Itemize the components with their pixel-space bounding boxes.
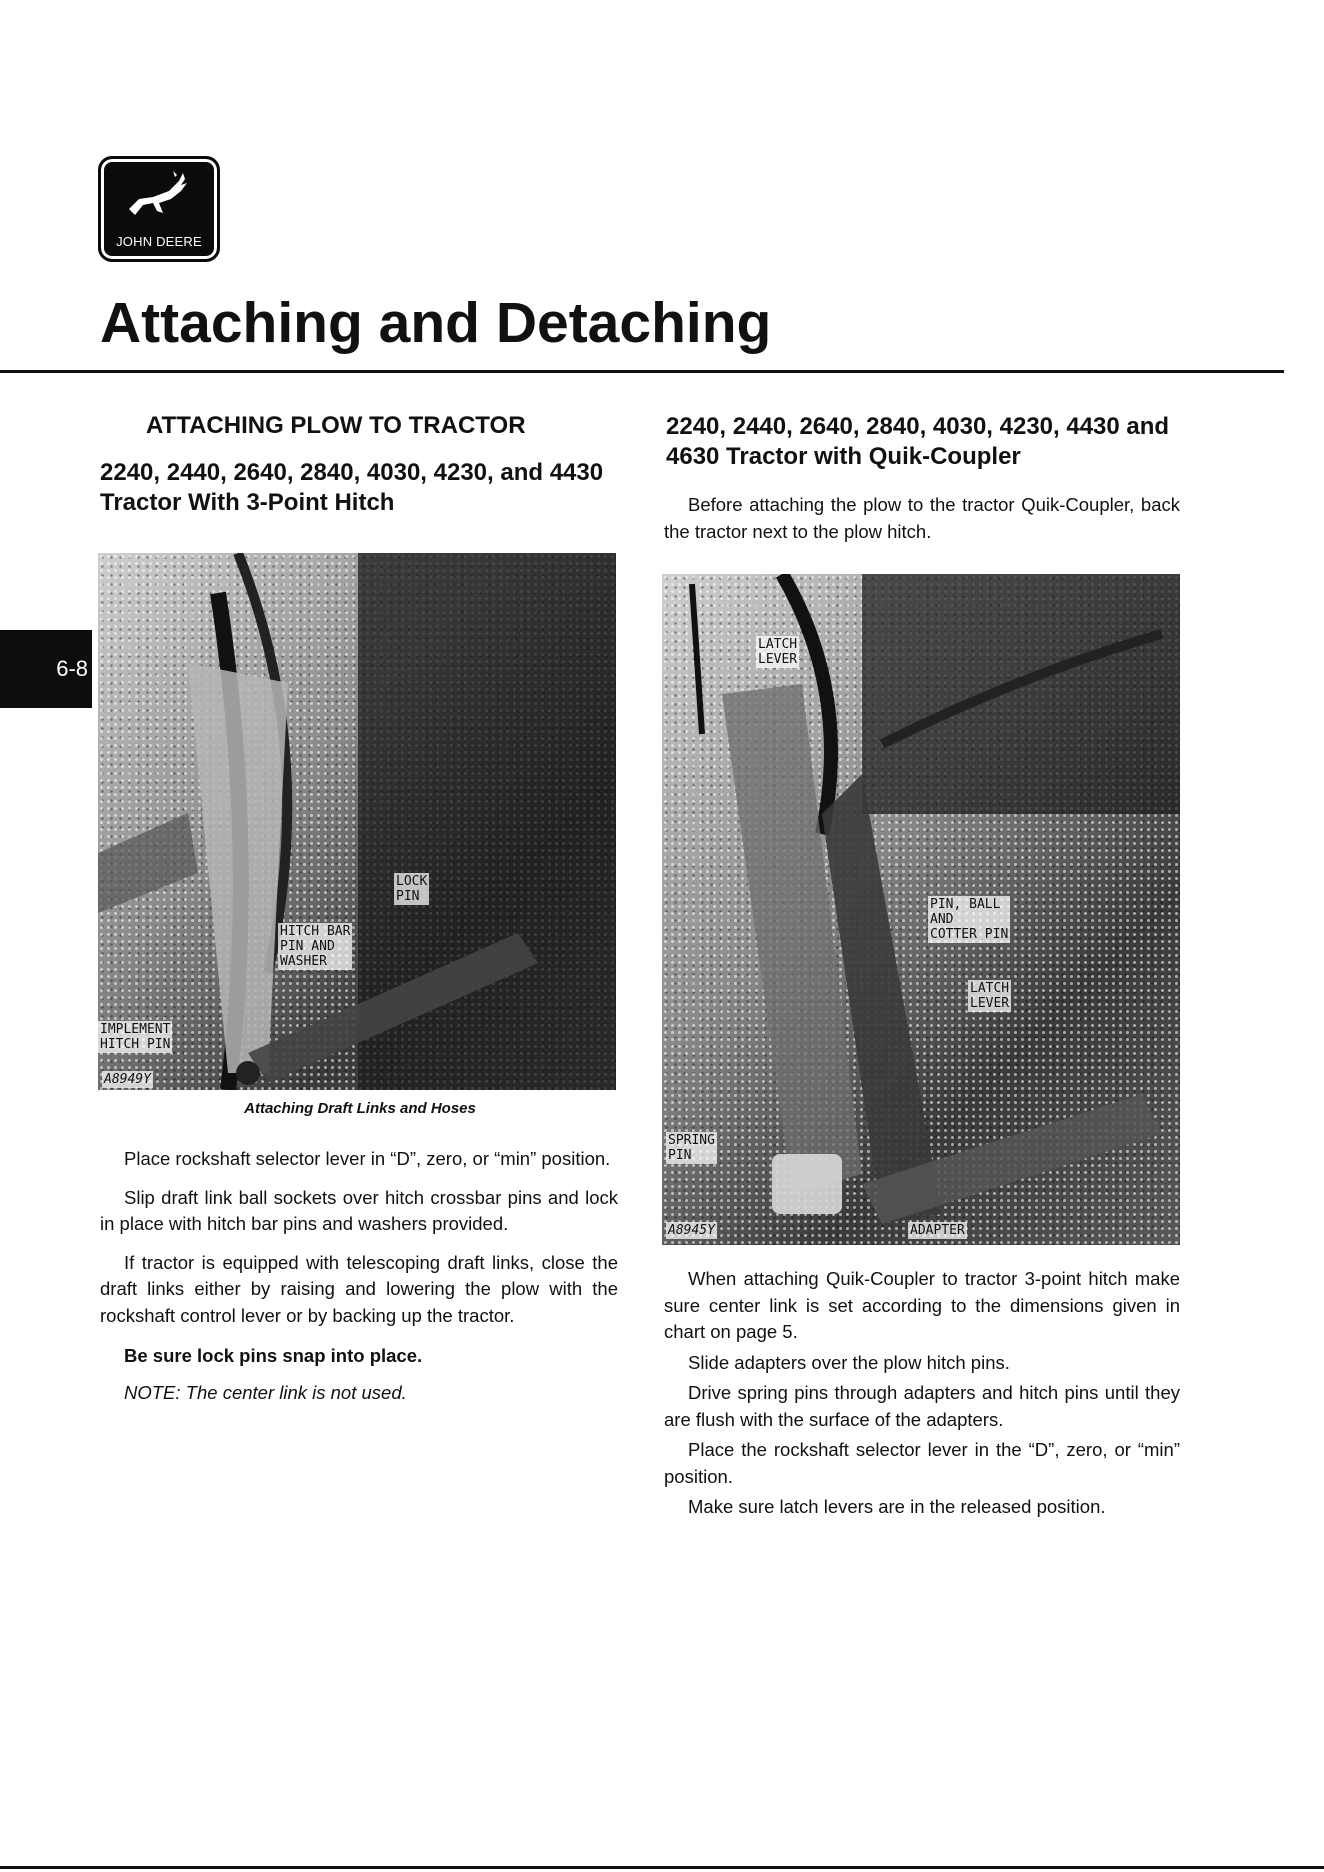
right-heading: 2240, 2440, 2640, 2840, 4030, 4230, 4430 and 4630 Tractor with Quik-Coupler <box>666 413 1170 470</box>
brand-name: JOHN DEERE <box>116 234 202 249</box>
callout-implement-hitch-pin: IMPLEMENT HITCH PIN <box>100 1022 171 1052</box>
figure-ref-right: A8945Y <box>668 1223 715 1238</box>
right-intro: Before attaching the plow to the tractor Quik-Coupler, back the tractor next to the plow hitch. <box>664 494 1180 542</box>
right-paragraph: When attaching Quik-Coupler to tractor 3-point hitch make sure center link is set according to the dimensions given in chart on page 5. <box>664 1268 1180 1342</box>
callout-adapter: ADAPTER <box>910 1223 965 1238</box>
left-subheading: 2240, 2440, 2640, 2840, 4030, 4230, and 4430 Tractor With 3-Point Hitch <box>100 459 604 516</box>
quik-coupler-illustration <box>662 574 1180 1245</box>
title-divider <box>0 370 1284 373</box>
right-body <box>664 1266 1180 1521</box>
note-line: NOTE: The center link is not used. <box>124 1381 407 1403</box>
left-paragraph: If tractor is equipped with telescoping draft links, close the draft links either by raising and lowering the plow with the rockshaft control lever or by backing up the tractor. <box>100 1251 618 1326</box>
figure-caption: Attaching Draft Links and Hoses <box>244 1100 476 1117</box>
leaping-deer-icon <box>123 169 193 225</box>
draft-links-photo <box>98 553 616 1090</box>
right-paragraph: Drive spring pins through adapters and hitch pins until they are flush with the surface of the adapters. <box>664 1382 1180 1430</box>
callout-spring-pin: SPRING PIN <box>668 1133 715 1163</box>
draft-links-illustration <box>98 553 616 1090</box>
callout-latch-lever-top: LATCH LEVER <box>758 637 798 667</box>
page-title: Attaching and Detaching <box>100 291 772 355</box>
left-paragraph: Place rockshaft selector lever in “D”, zero, or “min” position. <box>124 1148 611 1169</box>
left-body <box>100 1146 618 1406</box>
callout-hitch-bar-pin: HITCH BAR PIN AND WASHER <box>280 924 351 969</box>
left-heading: ATTACHING PLOW TO TRACTOR <box>146 412 526 439</box>
left-paragraph: Slip draft link ball sockets over hitch crossbar pins and lock in place with hitch bar pins and washers provided. <box>100 1186 618 1234</box>
callout-lock-pin: LOCK PIN <box>396 874 428 904</box>
page-tab: 6-8 <box>0 630 92 708</box>
right-paragraph: Make sure latch levers are in the released position. <box>688 1496 1106 1517</box>
john-deere-logo <box>98 156 220 262</box>
right-paragraph: Place the rockshaft selector lever in the “D”, zero, or “min” position. <box>664 1439 1180 1487</box>
bottom-border <box>0 1866 1324 1869</box>
callout-pin-ball-cotter: PIN, BALL AND COTTER PIN <box>930 897 1009 942</box>
quik-coupler-photo <box>662 574 1180 1245</box>
figure-ref-left: A8949Y <box>104 1072 151 1087</box>
emphasis-line: Be sure lock pins snap into place. <box>124 1345 423 1366</box>
right-paragraph: Slide adapters over the plow hitch pins. <box>688 1351 1010 1373</box>
callout-latch-lever-mid: LATCH LEVER <box>970 981 1010 1011</box>
